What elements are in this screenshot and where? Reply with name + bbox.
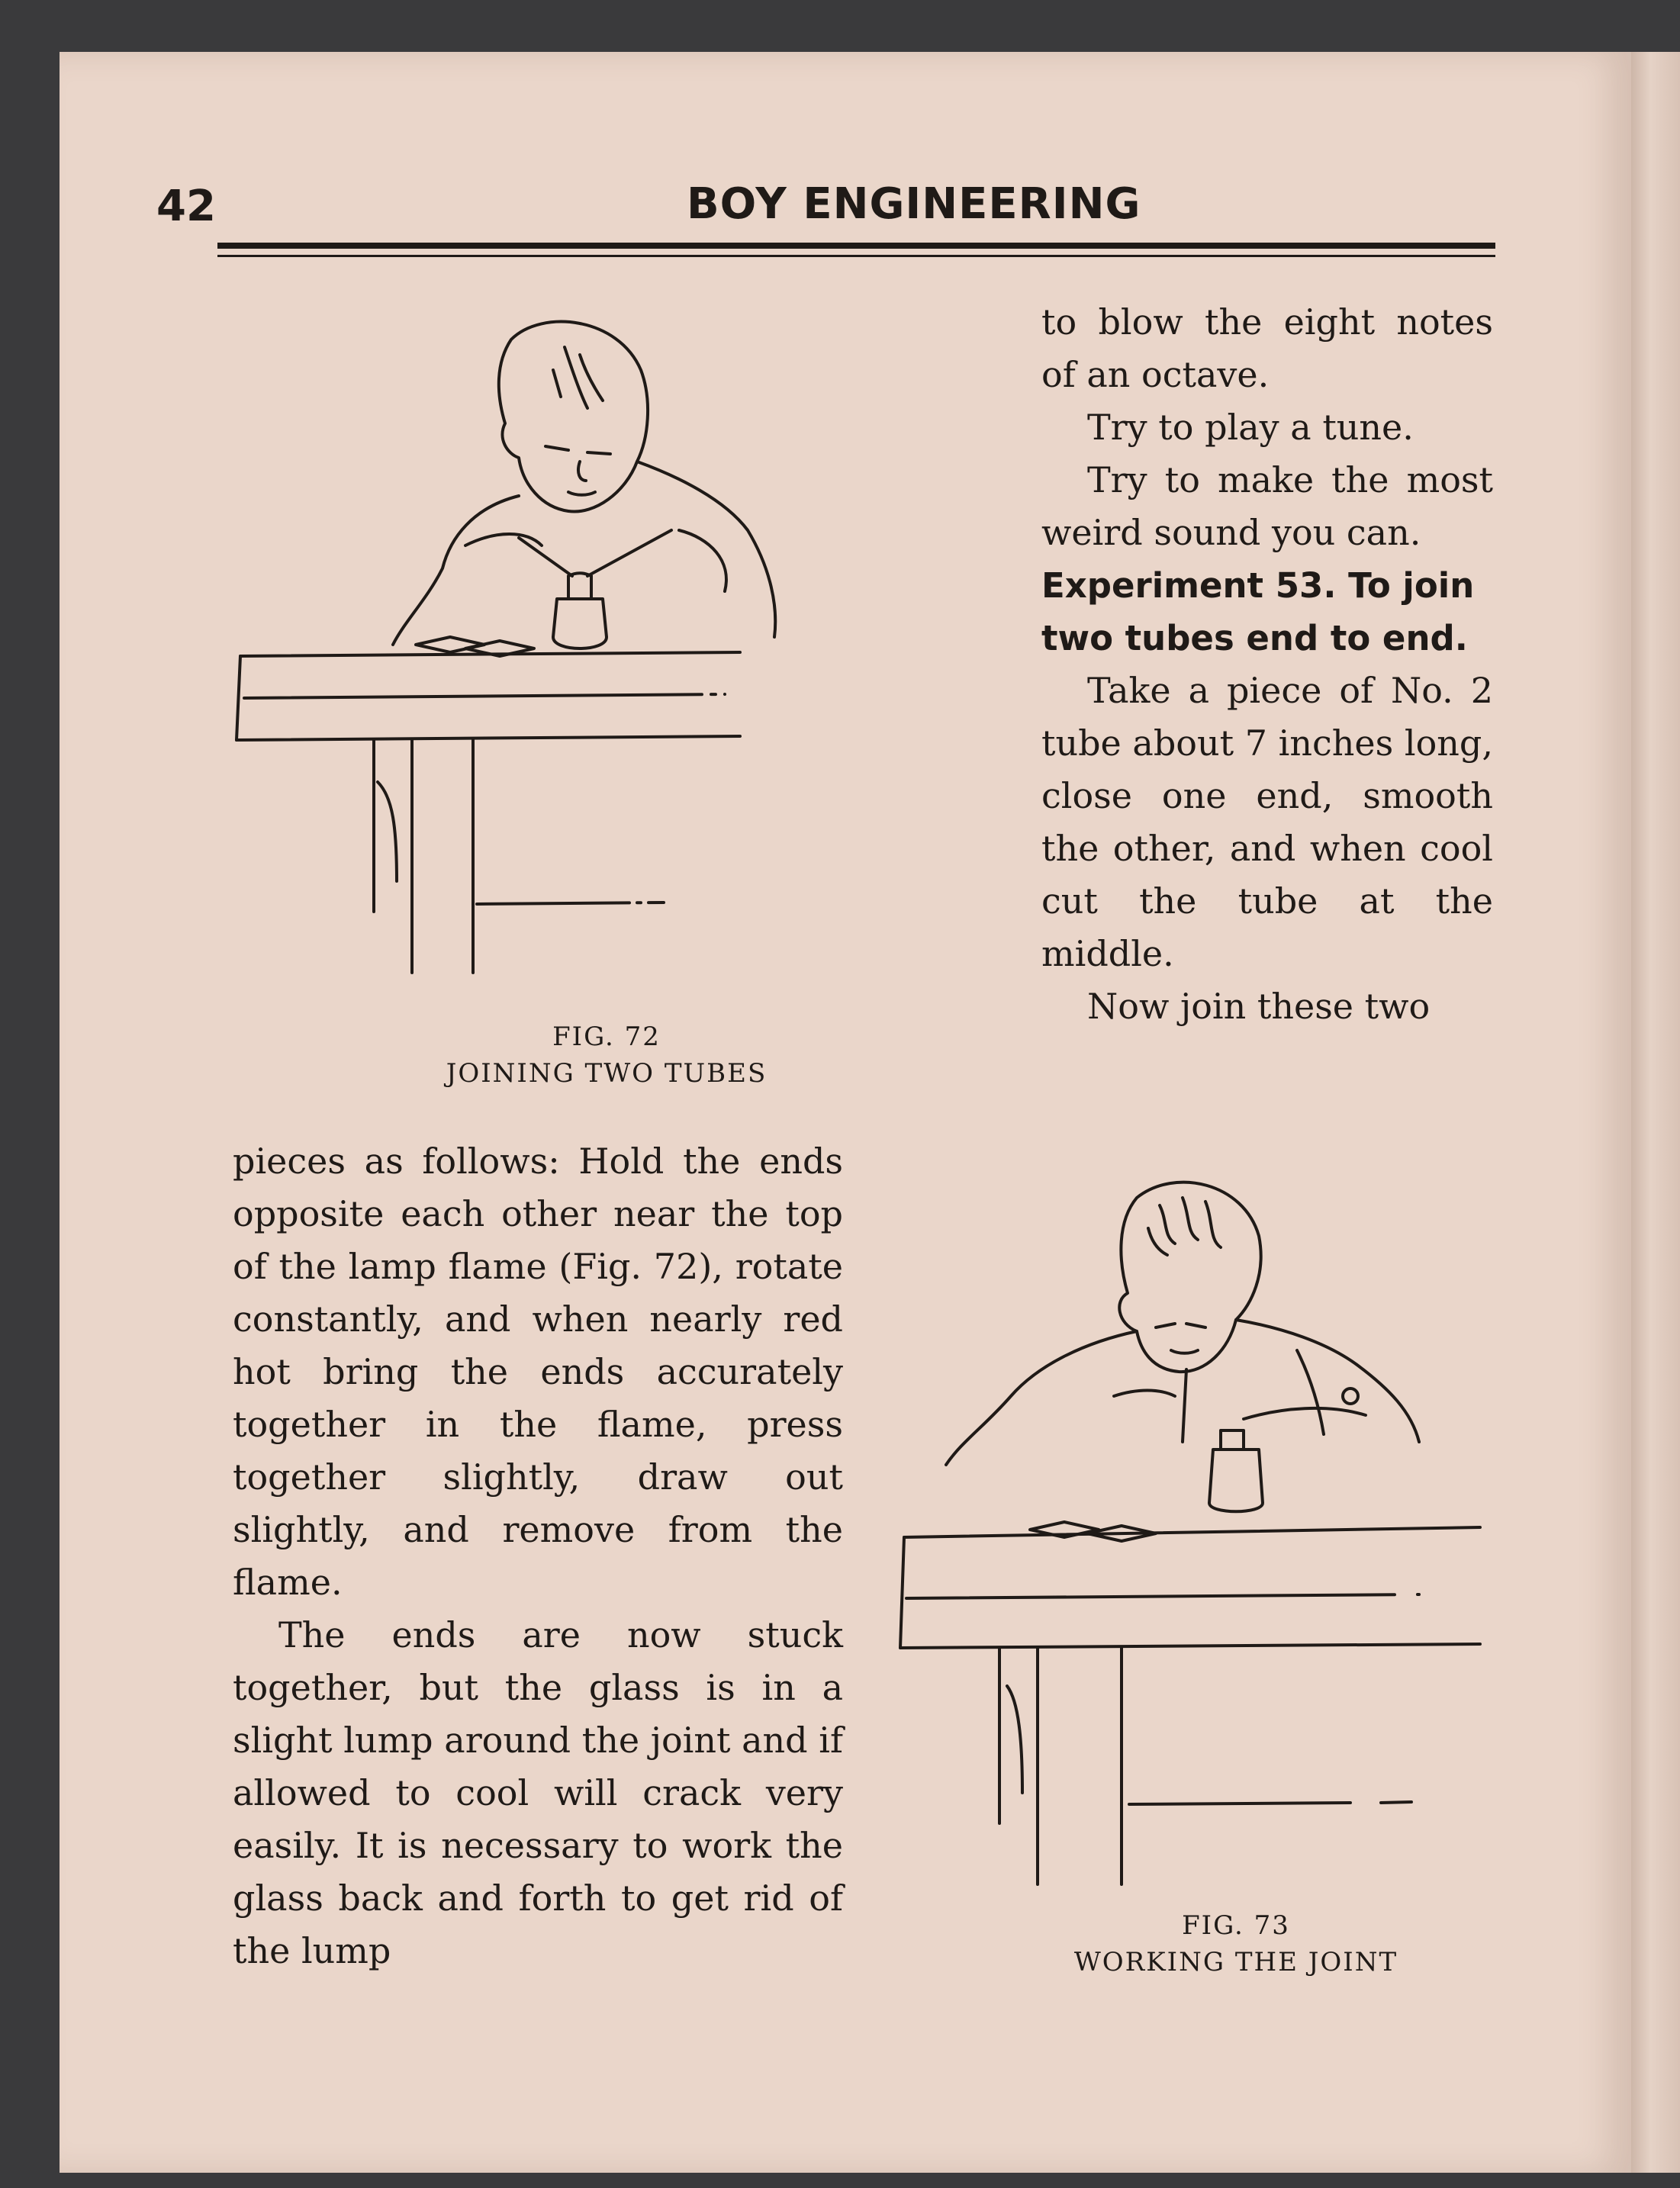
fig72-number: FIG. 72 [552, 1022, 661, 1052]
right-para-2: Try to play a tune. [1087, 407, 1414, 448]
book-spine [1631, 52, 1680, 2173]
left-column-text [233, 1135, 843, 1977]
page-number: 42 [156, 182, 216, 231]
experiment-heading: Experiment 53. To join two tubes end to end. [1041, 565, 1475, 658]
fig73-illustration [885, 1167, 1518, 1900]
right-column-text [1041, 296, 1493, 1033]
fig72-caption [359, 1018, 854, 1092]
left-para-2: The ends are now stuck together, but the glass is in a slight lump around the joint and if allowed to cool will crack very easily. It is necessary to work the glass back and forth to get rid of the lump [233, 1614, 843, 1971]
right-para-5: Now join these two [1087, 986, 1431, 1027]
fig72-illustration [221, 301, 977, 1011]
fig73-title: WORKING THE JOINT [1073, 1947, 1398, 1977]
fig73-number: FIG. 73 [1182, 1910, 1290, 1941]
right-para-1: to blow the eight notes of an octave. [1041, 301, 1493, 395]
right-para-3: Try to make the most weird sound you can. [1041, 459, 1493, 553]
running-title: BOY ENGINEERING [687, 179, 1141, 229]
right-para-4: Take a piece of No. 2 tube about 7 inches long, close one end, smooth the other, and when cool cut the tube at the middle. [1041, 670, 1493, 974]
left-para-1: pieces as follows: Hold the ends opposite each other near the top of the lamp flame (Fig. 72), rotate constantly, and when nearly red hot bring the ends accurately together in the flame, press together slightly, draw out slightly, and remove from the flame. [233, 1141, 843, 1603]
header-rule-thin [217, 255, 1495, 257]
fig72-title: JOINING TWO TUBES [446, 1058, 768, 1089]
header-rule-thick [217, 243, 1495, 249]
fig73-caption [969, 1907, 1503, 1980]
